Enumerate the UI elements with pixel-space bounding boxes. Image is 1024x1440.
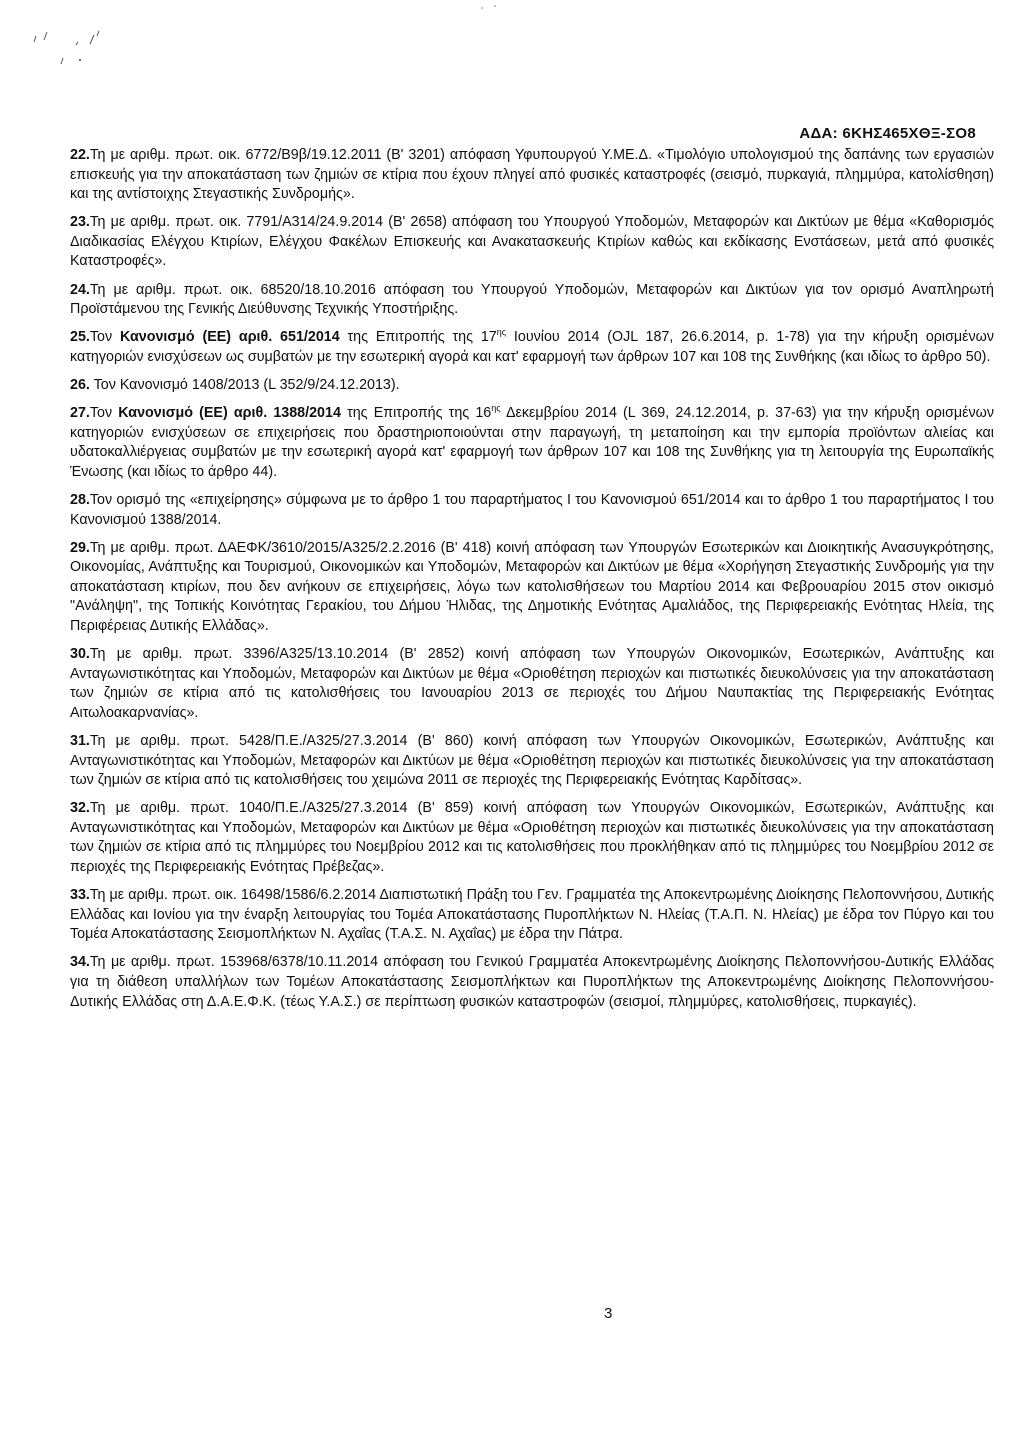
list-item bbox=[70, 799, 994, 877]
list-item bbox=[70, 328, 994, 367]
item-number: 27. bbox=[70, 405, 90, 422]
item-text: Τη με αριθμ. πρωτ. οικ. 6772/Β9β/19.12.2011 (Β' 3201) απόφαση Υφυπουργού Υ.ΜΕ.Δ. «Τιμολόγιο υπολογισμού της δαπάνης των εργασιών επισκευής για την αποκατάσταση των ζημιών σε κτίρια που έχουν πληγεί από φυσικές καταστροφές (σεισμό, πυρκαγιά, πλημμύρα, κατολίσθηση) και της αντίστοιχης Στεγαστικής Συνδρομής». bbox=[70, 147, 994, 203]
item-number: 32. bbox=[70, 800, 90, 817]
ordinal-suffix: ης bbox=[496, 327, 507, 338]
item-text: της Επιτροπής της 16 bbox=[340, 405, 492, 422]
item-number: 28. bbox=[70, 491, 90, 508]
item-text: Τη με αριθμ. πρωτ. 153968/6378/10.11.2014 απόφαση του Γενικού Γραμματέα Αποκεντρωμένης Διοίκησης Πελοποννήσου-Δυτικής Ελλάδας για τη διάθεση υπαλλήλων των Τομέων Αποκατάστασης Σεισμοπλήκτων και Πυροπλήκτων της Αποκεντρωμένης Διοίκησης Πελοποννήσου-Δυτικής Ελλάδας στη Δ.Α.Ε.Φ.Κ. (τέως Υ.Α.Σ.) σε περίπτωση φυσικών καταστροφών (σεισμοί, πλημμύρες, κατολισθήσεις, πυρκαγιές). bbox=[70, 954, 994, 1010]
ordinal-suffix: ης bbox=[491, 403, 501, 414]
item-text: Τη με αριθμ. πρωτ. 3396/Α325/13.10.2014 (Β' 2852) κοινή απόφαση των Υπουργών Οικονομικών, Εσωτερικών, Ανάπτυξης και Ανταγωνιστικότητας και Υποδομών, Μεταφορών και Δικτύων με θέμα «Οριοθέτηση περιοχών και πιστωτικές διευκολύνσεις για την αποκατάσταση των ζημιών σε κτίρια από τις κατολισθήσεις του Ιανουαρίου 2013 σε περιοχές του Δήμου Ναυπακτίας της Περιφερειακής Ενότητας Αιτωλοακαρνανίας». bbox=[70, 646, 994, 721]
list-item bbox=[70, 539, 994, 637]
item-text: Τη με αριθμ. πρωτ. οικ. 7791/Α314/24.9.2014 (Β' 2658) απόφαση του Υπουργού Υποδομών, Μεταφορών και Δικτύων με θέμα «Καθορισμός Διαδικασίας Ελέγχου Κτιρίων, Ελέγχου Φακέλων Επισκευής και Ανακατασκευής Κτιρίων καθώς και εκδίκασης Ενστάσεων, μετά από φυσικές Καταστροφές». bbox=[70, 214, 994, 270]
item-number: 26. bbox=[70, 376, 90, 393]
decision-list bbox=[70, 146, 994, 1021]
item-text: Τη με αριθμ. πρωτ. 5428/Π.Ε./Α325/27.3.2014 (Β' 860) κοινή απόφαση των Υπουργών Οικονομικών, Εσωτερικών, Ανάπτυξης και Ανταγωνιστικότητας και Υποδομών, Μεταφορών και Δικτύων με θέμα «Οριοθέτηση περιοχών και πιστωτικές διευκολύνσεις για την αποκατάσταση των ζημιών σε κτίρια από τις κατολισθήσεις του χειμώνα 2011 σε περιοχές της Περιφερειακής Ενότητας Καρδίτσας». bbox=[70, 732, 994, 789]
list-item bbox=[70, 886, 994, 945]
item-text: Τη με αριθμ. πρωτ. οικ. 68520/18.10.2016 απόφαση του Υπουργού Υποδομών, Μεταφορών και Δικτύων για τον ορισμό Αναπληρωτή Προϊστάμενου της Γενικής Διεύθυνσης Τεχνικής Υποστήριξης. bbox=[70, 281, 994, 318]
item-text: Ιουνίου 2014 (OJL 187, 26.6.2014, p. 1-78) για την κήρυξη ορισμένων κατηγοριών ενισχύσεων ως συμβατών με την εσωτερική αγορά και κατ' εφαρμογή των άρθρων 107 και 108 της Συνθήκης (και ιδίως το άρθρο 50). bbox=[70, 329, 994, 365]
list-item bbox=[70, 491, 994, 530]
item-text: Τη με αριθμ. πρωτ. ΔΑΕΦΚ/3610/2015/Α325/2.2.2016 (Β' 418) κοινή απόφαση των Υπουργών Εσωτερικών και Διοικητικής Ανασυγκρότησης, Οικονομίας, Ανάπτυξης και Τουρισμού, Οικονομικών και Υποδομών, Μεταφορών και Δικτύων με θέμα «Χορήγηση Στεγαστικής Συνδρομής για την αποκατάσταση κτιρίων, που δεν ανήκουν σε επιχειρήσεις, λόγω των κατολισθήσεων του Μαρτίου 2014 και Φεβρουαρίου 2015 στον οικισμό "Ανάληψη", της Τοπικής Κοινότητας Γερακίου, του Δήμου Ήλιδας, της Δημοτικής Ενότητας Αμαλιάδος, της Περιφερειακής Ενότητας Ηλεία, της Περιφέρειας Δυτικής Ελλάδας». bbox=[70, 539, 994, 634]
item-text: Τον bbox=[89, 329, 120, 346]
list-item bbox=[70, 953, 994, 1012]
document-page bbox=[70, 0, 996, 1440]
item-number: 24. bbox=[70, 281, 90, 298]
list-item bbox=[70, 213, 994, 272]
item-number: 23. bbox=[70, 214, 90, 231]
list-item bbox=[70, 281, 994, 320]
item-number: 29. bbox=[70, 539, 90, 556]
page-number: 3 bbox=[604, 1305, 613, 1322]
item-number: 22. bbox=[70, 147, 90, 163]
item-text: Δεκεμβρίου 2014 (L 369, 24.12.2014, p. 37-63) για την κήρυξη ορισμένων κατηγοριών ενισχύσεων σε επιχειρήσεις που δραστηριοποιούνται στην παραγωγή, τη μεταποίηση και την εμπορία προϊόντων αλιείας και υδατοκαλλιέργειας συμβατών με την εσωτερική αγορά κατ' εφαρμογή των άρθρων 107 και 108 της Συνθήκης για τη λειτουργία της Ευρωπαϊκής Ένωσης (και ιδίως το άρθρο 44). bbox=[70, 405, 994, 480]
regulation-ref: Κανονισμό (ΕΕ) αριθ. 1388/2014 bbox=[118, 405, 341, 422]
item-number: 30. bbox=[70, 646, 90, 663]
list-item bbox=[70, 645, 994, 723]
list-item bbox=[70, 146, 994, 205]
item-number: 33. bbox=[70, 887, 90, 904]
item-text: Τη με αριθμ. πρωτ. οικ. 16498/1586/6.2.2014 Διαπιστωτική Πράξη του Γεν. Γραμματέα της Αποκεντρωμένης Διοίκησης Πελοποννήσου, Δυτικής Ελλάδας και Ιονίου για την έναρξη λειτουργίας του Τομέα Αποκατάστασης Πυροπλήκτων Ν. Ηλείας (Τ.Α.Π. Ν. Ηλείας) με έδρα τον Πύργο και του Τομέα Αποκατάστασης Σεισμοπλήκτων Ν. Αχαΐας (Τ.Α.Σ. Ν. Αχαΐας) με έδρα την Πάτρα. bbox=[70, 887, 994, 943]
item-text: της Επιτροπής της 17 bbox=[339, 329, 497, 346]
item-text: Τον ορισμό της «επιχείρησης» σύμφωνα με το άρθρο 1 του παραρτήματος Ι του Κανονισμού 651/2014 και το άρθρο 1 του παραρτήματος Ι του Κανονισμού 1388/2014. bbox=[70, 491, 994, 528]
ada-code: ΑΔΑ: 6ΚΗΣ465ΧΘΞ-ΣΟ8 bbox=[799, 125, 976, 142]
list-item bbox=[70, 404, 994, 482]
item-text: Τον bbox=[89, 405, 119, 422]
list-item bbox=[70, 376, 994, 396]
item-text: Τη με αριθμ. πρωτ. 1040/Π.Ε./Α325/27.3.2014 (Β' 859) κοινή απόφαση των Υπουργών Οικονομικών, Εσωτερικών, Ανάπτυξης και Ανταγωνιστικότητας και Υποδομών, Μεταφορών και Δικτύων με θέμα «Οριοθέτηση περιοχών και πιστωτικές διευκολύνσεις για την αποκατάσταση των ζημιών σε κτίρια από τις πλημμύρες του Νοεμβρίου 2012 και τις κατολισθήσεις που προκλήθηκαν από τις πλημμύρες του Νοεμβρίου 2012 σε περιοχές της Περιφερειακής Ενότητας Πρέβεζας». bbox=[70, 800, 994, 875]
regulation-ref: Κανονισμό (ΕΕ) αριθ. 651/2014 bbox=[119, 329, 340, 346]
list-item bbox=[70, 732, 994, 791]
item-number: 34. bbox=[70, 954, 90, 971]
item-number: 25. bbox=[70, 329, 90, 346]
item-text: Τον Κανονισμό 1408/2013 (L 352/9/24.12.2013). bbox=[89, 376, 400, 393]
item-number: 31. bbox=[70, 732, 90, 749]
